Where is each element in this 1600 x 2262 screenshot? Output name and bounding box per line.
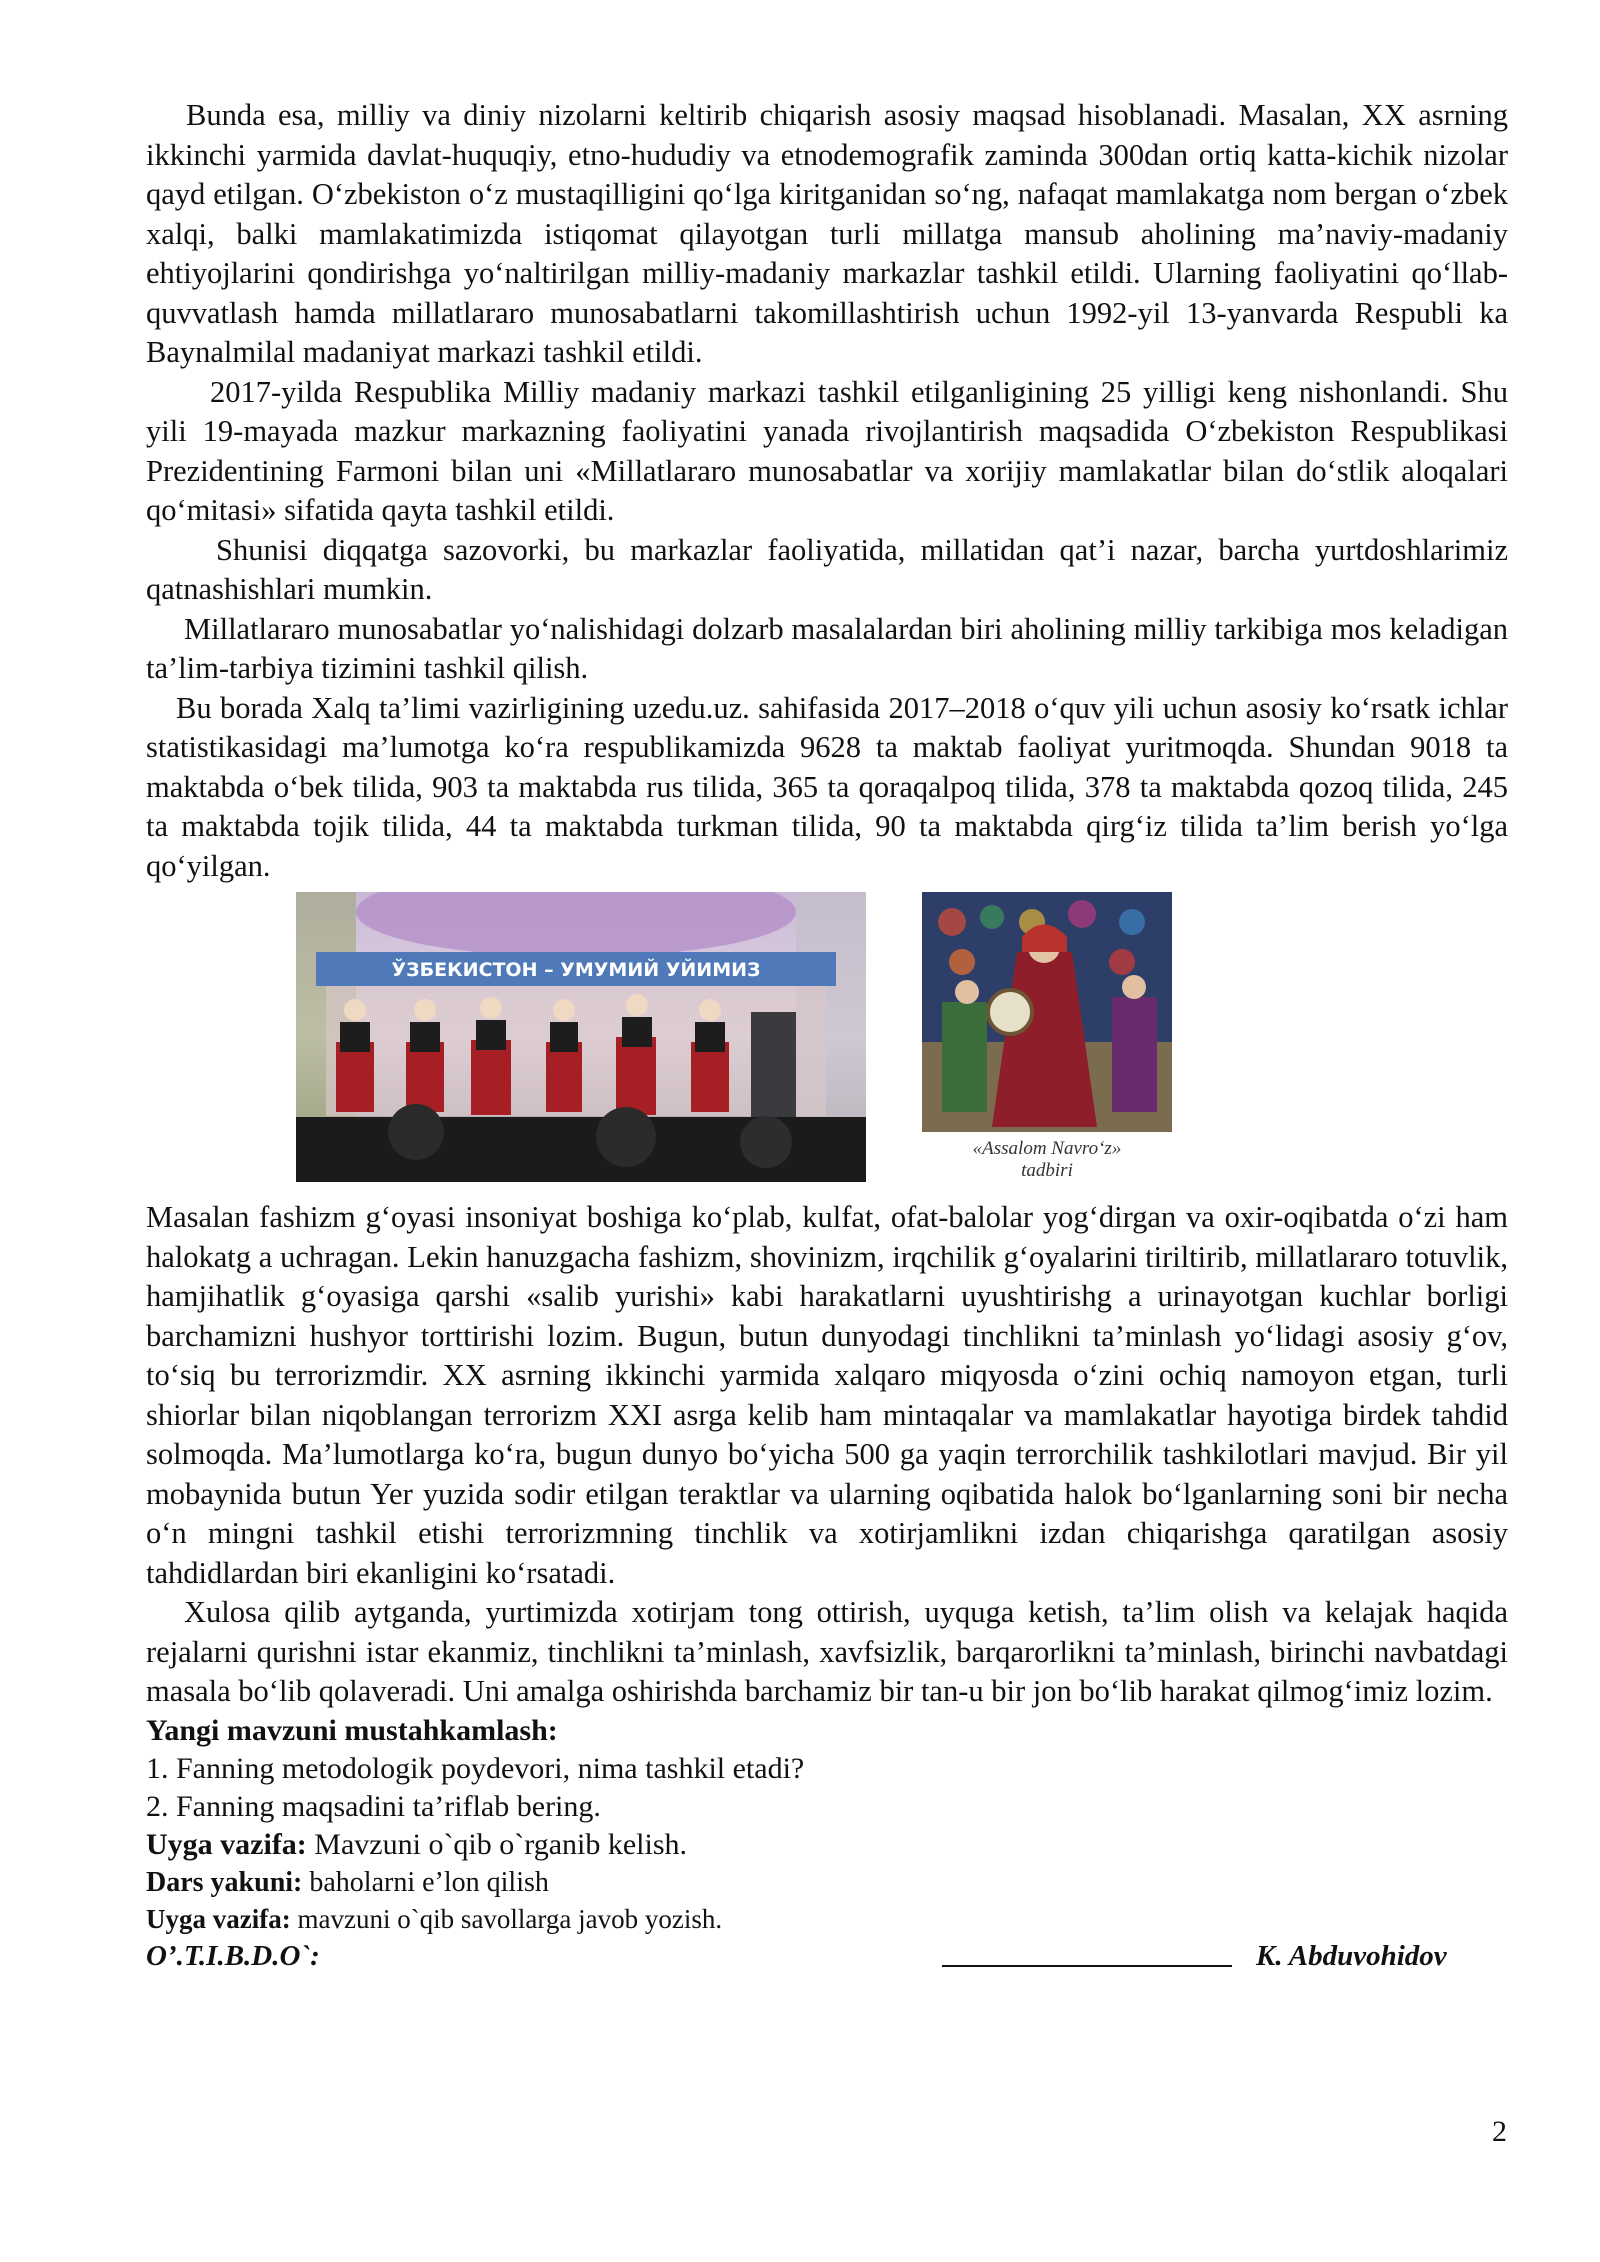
photo-caption bbox=[922, 1138, 1172, 1182]
caption-line-2: tadbiri bbox=[1021, 1160, 1073, 1181]
paragraph-5: Bu borada Xalq ta’limi vazirligining uzedu.uz. sahifasida 2017–2018 o‘quv yili uchun asosiy ko‘rsatk ichlar statistikasidagi ma’lumotga ko‘ra respublikamizda 9628 ta maktab faoliyat yuritmoqda. Shundan 9018 ta maktabda o‘bek tilida, 903 ta maktabda rus tilida, 365 ta qoraqalpoq tilida, 378 ta maktabda qozoq tilida, 245 ta maktabda tojik tilida, 44 ta maktabda turkman tilida, 90 ta maktabda qirg‘iz tilida ta’lim berish yo‘lga qo‘yilgan. bbox=[146, 690, 1508, 883]
page-number: 2 bbox=[1492, 2115, 1507, 2148]
navruz-photo bbox=[922, 892, 1172, 1132]
homework-line-1 bbox=[146, 1826, 1508, 1864]
lesson-end-line bbox=[146, 1864, 1508, 1901]
homework-label-2: Uyga vazifa: bbox=[146, 1903, 291, 1934]
paragraph-2: 2017-yilda Respublika Milliy madaniy markazi tashkil etilganligining 25 yilligi keng nishonlandi. Shu yili 19-mayada mazkur markazning faoliyatini yanada rivojlantirish maqsadida O‘zbekiston Respublikasi Prezidentining Farmoni bilan uni «Millatlararo munosabatlar va xorijiy mamlakatlar bilan do‘stlik aloqalari qo‘mitasi» sifatida qayta tashkil etildi. bbox=[146, 374, 1508, 527]
lesson-end-label: Dars yakuni: bbox=[146, 1866, 303, 1898]
lesson-end-text: baholarni e’lon qilish bbox=[302, 1866, 549, 1898]
paragraph-6: Masalan fashizm g‘oyasi insoniyat boshiga ko‘plab, kulfat, ofat-balolar yog‘dirgan va oxir-oqibatda o‘zi ham halokatg a uchragan. Lekin hanuzgacha fashizm, shovinizm, irqchilik g‘oyalarini tiriltirib, millatlararo totuvlik, hamjihatlik g‘oyasiga qarshi «salib yurishi» kabi harakatlarni uyushtirishg a urinayotgan kuchlar borligi barchamizni hushyor torttirishi lozim. Bugun, butun dunyodagi tinchlikni ta’minlash yo‘lidagi asosiy g‘ov, to‘siq bu terrorizmdir. XX asrning ikkinchi yarmida xalqaro miqyosda o‘zini ochiq namoyon etgan, turli shiorlar bilan niqoblangan terrorizm XXI asrga kelib ham mintaqalar va mamlakatlar hayotiga birdek tahdid solmoqda. Ma’lumotlarga ko‘ra, bugun dunyo bo‘yicha 500 ga yaqin terrorchilik tashkilotlari mavjud. Bir yil mobaynida butun Yer yuzida sodir etilgan teraktlar va ularning oqibatida halok bo‘lganlarning soni bir necha o‘n mingni tashkil etishi terrorizmning tinchlik va xotirjamlikni izdan chiqarishga qaratilgan asosiy tahdidlardan biri ekanligini ko‘rsatadi. bbox=[146, 1200, 1508, 1590]
review-question-2: 2. Fanning maqsadini ta’riflab bering. bbox=[146, 1789, 601, 1823]
paragraph-4: Millatlararo munosabatlar yo‘nalishidagi dolzarb masalalardan biri aholining milliy tarkibiga mos keladigan ta’lim-tarbiya tizimini tashkil qilish. bbox=[146, 611, 1508, 685]
paragraph-1: Bunda esa, milliy va diniy nizolarni keltirib chiqarish asosiy maqsad hisoblanadi. Masalan, XX asrning ikkinchi yarmida davlat-huquqiy, etno-hududiy va etnodemografik zaminda 300dan ortiq katta-kichik nizolar qayd etilgan. O‘zbekiston o‘z mustaqilligini qo‘lga kiritganidan so‘ng, nafaqat mamlakatga nom bergan o‘zbek xalqi, balki mamlakatimizda istiqomat qilayotgan turli millatga mansub aholining ma’naviy-madaniy ehtiyojlarini qondirishga yo‘naltirilgan milliy-madaniy markazlar tashkil etildi. Ularning faoliyatini qo‘llab-quvvatlash hamda millatlararo munosabatlarni takomillashtirish uchun 1992-yil 13-yanvarda Respubli ka Baynalmilal madaniyat markazi tashkil etildi. bbox=[146, 98, 1508, 369]
caption-line-1: «Assalom Navro‘z» bbox=[972, 1138, 1122, 1159]
homework-line-2 bbox=[146, 1901, 1508, 1937]
review-heading: Yangi mavzuni mustahkamlash: bbox=[146, 1713, 558, 1747]
review-question-1: 1. Fanning metodologik poydevori, nima tashkil etadi? bbox=[146, 1751, 805, 1785]
homework-label-1: Uyga vazifa: bbox=[146, 1827, 307, 1861]
homework-text-2: mavzuni o`qib savollarga javob yozish. bbox=[290, 1903, 723, 1934]
organization-abbr: O’.T.I.B.D.O`: bbox=[146, 1939, 320, 1972]
author-name: K. Abduvohidov bbox=[1256, 1939, 1447, 1972]
document-page bbox=[146, 96, 1508, 1977]
paragraph-3: Shunisi diqqatga sazovorki, bu markazlar faoliyatida, millatidan qat’i nazar, barcha yurtdoshlarimiz qatnashishlari mumkin. bbox=[146, 532, 1508, 606]
banner-text: ЎЗБЕКИСТОН – УМУМИЙ УЙИМИЗ bbox=[391, 959, 761, 981]
homework-text-1: Mavzuni o`qib o`rganib kelish. bbox=[306, 1827, 688, 1861]
dancers-photo bbox=[296, 892, 866, 1182]
signature-line bbox=[942, 1965, 1232, 1967]
paragraph-7: Xulosa qilib aytganda, yurtimizda xotirjam tong ottirish, uyquga ketish, ta’lim olish va kelajak haqida rejalarni qurishni istar ekanmiz, tinchlikni ta’minlash, xavfsizlik, barqarorlikni ta’minlash, birinchi navbatdagi masala bo‘lib qolaveradi. Uni amalga oshirishda barchamiz bir tan-u bir jon bo‘lib harakat qilmog‘imiz lozim. bbox=[146, 1595, 1508, 1708]
signature-row bbox=[146, 1937, 1508, 1977]
photo-row bbox=[146, 892, 1508, 1192]
